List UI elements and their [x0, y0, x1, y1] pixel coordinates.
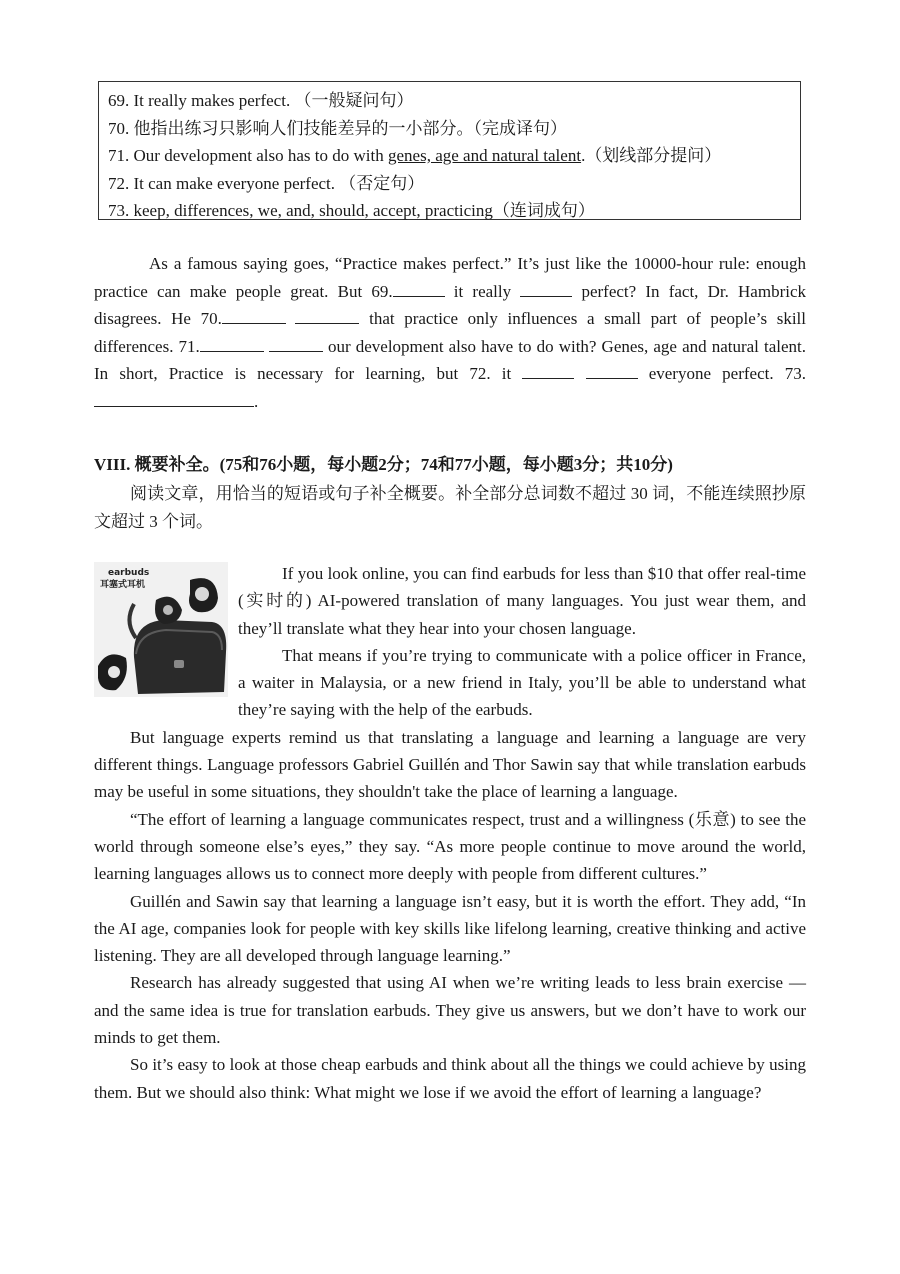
article-paragraph: That means if you’re trying to communicate with a police officer in France, a waiter in Malaysia, or a new friend in Italy, you’ll be able to understand what they’re saying with the help of the earbuds.	[238, 645, 806, 720]
article-paragraph: Guillén and Sawin say that learning a language isn’t easy, but it is worth the effort. They add, “In the AI age, companies look for people with key skills like lifelong learning, creative thinking and active listening. They are all developed through language learning.”	[94, 891, 806, 966]
cloze-text: it really	[444, 281, 521, 301]
question-70	[108, 115, 800, 143]
blank-73[interactable]	[94, 388, 254, 407]
question-hint: （划线部分提问）	[585, 146, 722, 165]
article-paragraph: Research has already suggested that using AI when we’re writing leads to less brain exercise — and the same idea is true for translation earbuds. They give us answers, but we don’t have to work our minds to get them.	[94, 973, 806, 1048]
question-text: It can make everyone perfect.	[133, 173, 336, 193]
question-hint: （一般疑问句）	[294, 91, 414, 110]
question-hint: （连词成句）	[492, 201, 595, 220]
blank-71b[interactable]	[269, 333, 323, 352]
question-number: 69.	[108, 91, 130, 110]
blank-72a[interactable]	[522, 360, 574, 379]
question-73	[108, 197, 800, 225]
cloze-text: everyone perfect. 73.	[637, 364, 807, 383]
underlined-phrase: genes, age and natural talent	[388, 146, 582, 165]
question-72	[108, 170, 800, 198]
question-number: 70.	[108, 118, 130, 138]
section-heading: VIII. 概要补全。(75和76小题，每小题2分；74和77小题，每小题3分；共10分)	[94, 455, 673, 474]
section-instruction	[94, 480, 806, 535]
question-hint: （否定句）	[339, 173, 425, 193]
article-paragraph: So it’s easy to look at those cheap earbuds and think about all the things we could achieve by using them. But we should also think: What might we lose if we avoid the effort of learning a language?	[94, 1055, 806, 1102]
question-text-end: .	[581, 146, 586, 165]
article	[94, 560, 806, 1106]
question-number: 71.	[108, 146, 130, 165]
instruction-text: 阅读文章，用恰当的短语或句子补全概要。补全部分总词数不超过 30 词，不能连续照抄原文超过 3 个词。	[94, 484, 806, 531]
earbuds-image	[94, 562, 228, 697]
blank-72b[interactable]	[586, 360, 638, 379]
blank-70a[interactable]	[222, 305, 286, 324]
question-number: 73.	[108, 201, 130, 220]
photo-caption-zh: 耳塞式耳机	[100, 580, 146, 590]
blank-70b[interactable]	[295, 305, 359, 324]
blank-69a[interactable]	[393, 278, 445, 297]
cloze-text: perfect? In fact, Dr. Hambrick disagrees. He 70.	[94, 281, 806, 328]
article-paragraph: If you look online, you can find earbuds for less than $10 that offer real-time (实时的) AI-powered translation of many languages. You just wear them, and they’ll translate what they hear into your chosen language.	[238, 564, 806, 638]
question-71	[108, 142, 800, 170]
earbuds-illustration	[94, 562, 228, 697]
photo-caption-en: earbuds	[108, 568, 150, 578]
question-text: Our development also has to do with	[133, 146, 388, 165]
blank-71a[interactable]	[200, 333, 264, 352]
article-paragraph: But language experts remind us that translating a language and learning a language are very different things. Language professors Gabriel Guillén and Thor Sawin say that while translation earbuds may be useful in some situations, they shouldn't take the place of learning a language.	[94, 727, 806, 802]
question-hint: （完成译句）	[473, 118, 567, 138]
cloze-passage	[94, 250, 806, 415]
article-paragraph: “The effort of learning a language communicates respect, trust and a willingness (乐意) to see the world through someone else’s eyes,” they say. “As more people continue to move around the world, learning languages allows us to connect more deeply with people from different cultures.”	[94, 809, 806, 884]
cloze-paragraph	[94, 250, 806, 415]
cloze-text: .	[254, 391, 259, 411]
question-69	[108, 87, 800, 115]
question-number: 72.	[108, 173, 130, 193]
cloze-text: our development also have to do with? Genes, age and natural talent. In short, Practice is necessary for learning, but 72. it	[94, 336, 807, 383]
question-box	[98, 81, 801, 220]
cloze-text: As a famous saying goes, “Practice makes perfect.” It’s just like the 10000-hour rule: enough practice can make people great. But 69.	[94, 254, 806, 301]
question-text: 他指出练习只影响人们技能差异的一小部分。	[133, 118, 474, 138]
question-text: keep, differences, we, and, should, accept, practicing	[133, 201, 493, 220]
blank-69b[interactable]	[520, 278, 572, 297]
question-text: It really makes perfect.	[133, 91, 291, 110]
cloze-text: that practice only influences a small part of people’s skill differences. 71.	[94, 309, 806, 356]
